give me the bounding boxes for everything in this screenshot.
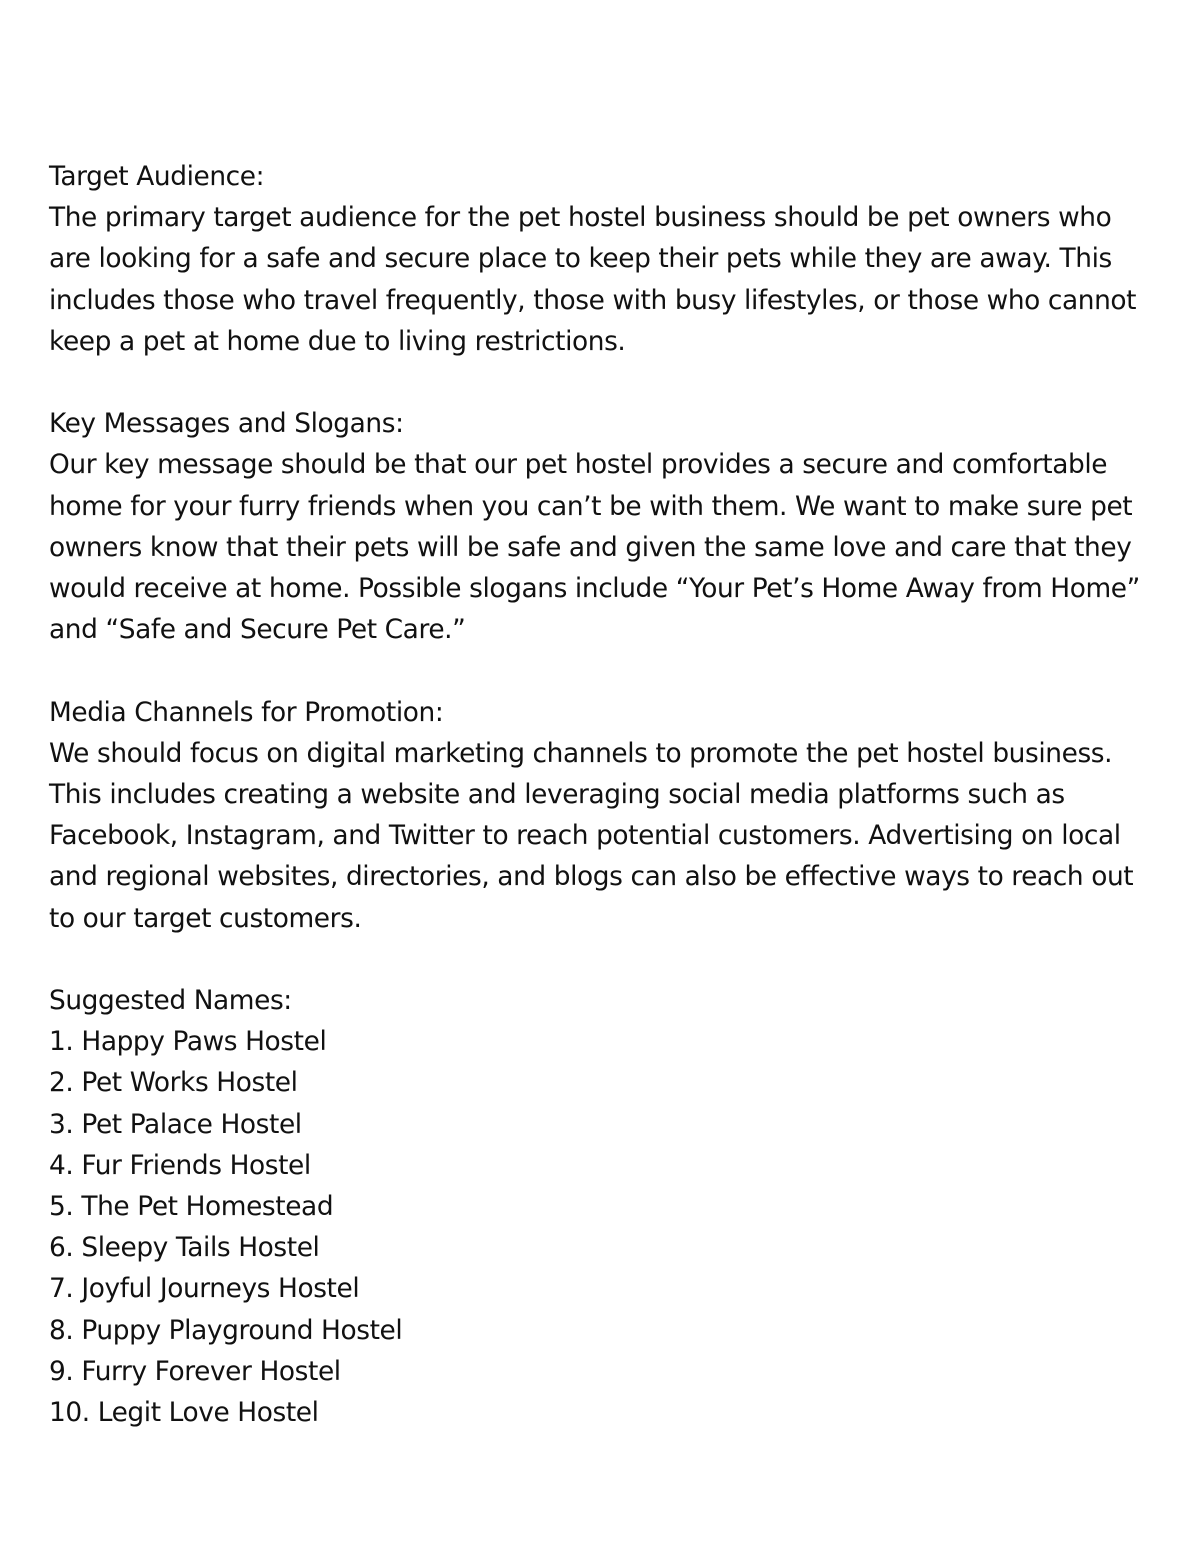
list-item: 6. Sleepy Tails Hostel [49, 1232, 320, 1264]
list-item: 1. Happy Paws Hostel [49, 1026, 327, 1058]
list-item: 4. Fur Friends Hostel [49, 1149, 311, 1181]
section-key-messages [49, 403, 1159, 650]
section-paragraph: We should focus on digital marketing channels to promote the pet hostel business. This includes creating a website and leveraging social media platforms such as Facebook, Instagram, and Twitter to reach potential customers. Advertising on local and regional websites, directories, and blogs can also be effective ways to reach out to our target customers. [49, 737, 1134, 934]
section-suggested-names [49, 980, 1159, 1433]
section-heading: Key Messages and Slogans: [49, 408, 404, 440]
list-item: 3. Pet Palace Hostel [49, 1108, 302, 1140]
section-paragraph: The primary target audience for the pet hostel business should be pet owners who are looking for a safe and secure place to keep their pets while they are away. This includes those who travel frequently, those with busy lifestyles, or those who cannot keep a pet at home due to living restrictions. [49, 202, 1137, 357]
section-heading: Suggested Names: [49, 985, 292, 1017]
section-paragraph: Our key message should be that our pet hostel provides a secure and comfortable home for your furry friends when you can’t be with them. We want to make sure pet owners know that their pets will be safe and given the same love and care that they would receive at home. Possible slogans include “Your Pet’s Home Away from Home” and “Safe and Secure Pet Care.” [49, 449, 1140, 646]
list-item: 7. Joyful Journeys Hostel [49, 1273, 360, 1305]
list-item: 5. The Pet Homestead [49, 1191, 334, 1223]
section-heading: Target Audience: [49, 161, 265, 192]
list-item: 2. Pet Works Hostel [49, 1067, 298, 1099]
list-item: 8. Puppy Playground Hostel [49, 1314, 403, 1346]
section-target-audience [49, 156, 1159, 362]
section-media-channels [49, 692, 1159, 939]
list-item: 9. Furry Forever Hostel [49, 1355, 341, 1387]
section-heading: Media Channels for Promotion: [49, 696, 444, 728]
list-item: 10. Legit Love Hostel [49, 1397, 319, 1429]
document-body [49, 156, 1159, 1474]
names-list [49, 1021, 1159, 1433]
